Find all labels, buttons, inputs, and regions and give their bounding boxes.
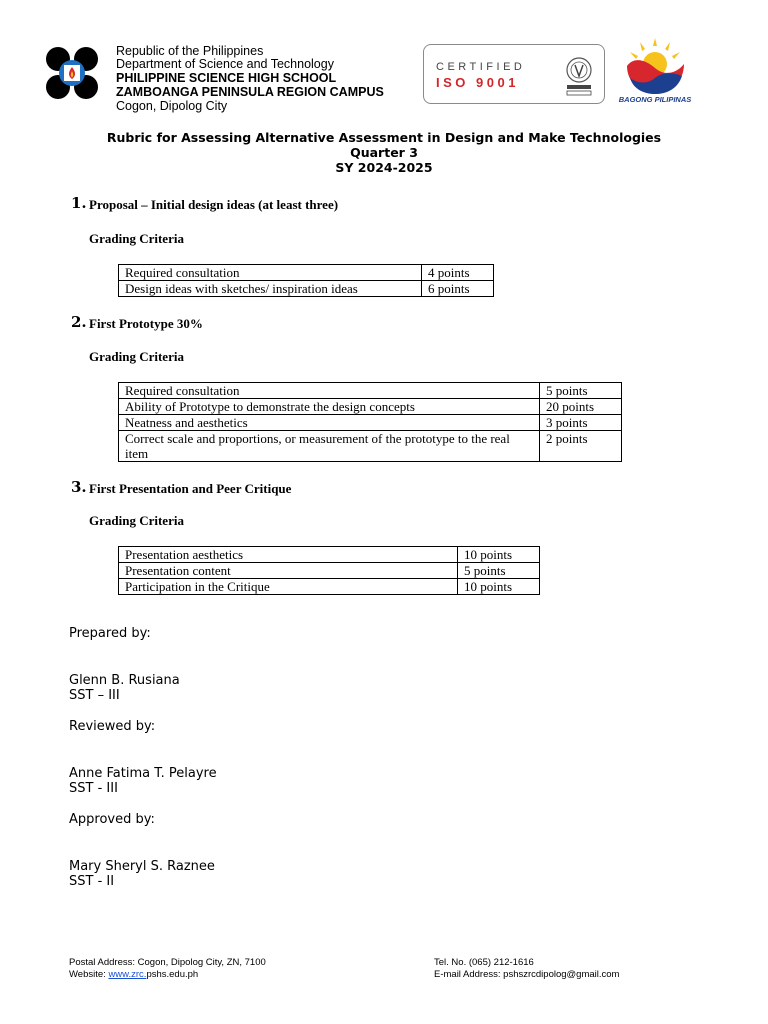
points-cell: 5 points bbox=[540, 383, 622, 399]
criterion-cell: Design ideas with sketches/ inspiration ideas bbox=[119, 281, 422, 297]
bagong-pilipinas-label: BAGONG PILIPINAS bbox=[618, 95, 692, 104]
bureau-veritas-emblem-icon bbox=[562, 55, 596, 97]
bagong-pilipinas-logo-icon bbox=[622, 38, 688, 96]
pshs-logo-icon bbox=[44, 45, 100, 101]
footer-website-domain: pshs.edu.ph bbox=[146, 969, 199, 980]
prepared-by-title: SST – III bbox=[69, 688, 120, 703]
points-cell: 2 points bbox=[540, 431, 622, 462]
section-2-title: First Prototype 30% bbox=[89, 316, 203, 331]
criterion-cell: Required consultation bbox=[119, 383, 540, 399]
section-2-criteria-heading: Grading Criteria bbox=[89, 349, 184, 364]
points-cell: 4 points bbox=[422, 265, 494, 281]
section-2-criteria-table bbox=[118, 382, 622, 462]
iso-certified-label: CERTIFIED bbox=[436, 61, 526, 73]
points-cell: 20 points bbox=[540, 399, 622, 415]
footer-website-label: Website: bbox=[69, 969, 109, 980]
approved-by-name: Mary Sheryl S. Raznee bbox=[69, 859, 215, 874]
table-row bbox=[119, 563, 540, 579]
table-row bbox=[119, 383, 622, 399]
approved-by-title: SST - II bbox=[69, 874, 115, 889]
table-row bbox=[119, 579, 540, 595]
section-1-number: 1. bbox=[71, 194, 87, 212]
section-3-criteria-heading: Grading Criteria bbox=[89, 513, 184, 528]
points-cell: 3 points bbox=[540, 415, 622, 431]
footer-website bbox=[69, 969, 198, 981]
header-department: Department of Science and Technology bbox=[116, 57, 334, 71]
footer-email: E-mail Address: pshszrcdipolog@gmail.com bbox=[434, 969, 620, 980]
points-cell: 5 points bbox=[458, 563, 540, 579]
iso-certificate-badge bbox=[423, 44, 605, 104]
footer-telephone: Tel. No. (065) 212-1616 bbox=[434, 957, 534, 968]
reviewed-by-title: SST - III bbox=[69, 781, 118, 796]
section-3-criteria-table bbox=[118, 546, 540, 595]
table-row bbox=[119, 547, 540, 563]
section-3-number: 3. bbox=[71, 478, 87, 496]
iso-number-label: ISO 9001 bbox=[436, 75, 519, 90]
section-3-title: First Presentation and Peer Critique bbox=[89, 481, 292, 496]
reviewed-by-label: Reviewed by: bbox=[69, 719, 156, 734]
points-cell: 10 points bbox=[458, 579, 540, 595]
document-quarter: Quarter 3 bbox=[350, 145, 418, 160]
reviewed-by-name: Anne Fatima T. Pelayre bbox=[69, 766, 217, 781]
table-row bbox=[119, 281, 494, 297]
prepared-by-name: Glenn B. Rusiana bbox=[69, 673, 180, 688]
header-school-name: PHILIPPINE SCIENCE HIGH SCHOOL bbox=[116, 71, 337, 85]
section-1-title: Proposal – Initial design ideas (at least three) bbox=[89, 197, 339, 212]
criterion-cell: Correct scale and proportions, or measurement of the prototype to the real item bbox=[119, 431, 540, 462]
prepared-by-label: Prepared by: bbox=[69, 626, 151, 641]
header-campus-name: ZAMBOANGA PENINSULA REGION CAMPUS bbox=[116, 85, 384, 99]
approved-by-label: Approved by: bbox=[69, 812, 155, 827]
header-republic: Republic of the Philippines bbox=[116, 44, 264, 58]
criterion-cell: Participation in the Critique bbox=[119, 579, 458, 595]
document-school-year: SY 2024-2025 bbox=[335, 160, 433, 175]
section-1-criteria-table bbox=[118, 264, 494, 297]
document-title: Rubric for Assessing Alternative Assessment in Design and Make Technologies bbox=[106, 130, 662, 145]
points-cell: 10 points bbox=[458, 547, 540, 563]
table-row bbox=[119, 399, 622, 415]
footer-postal-address: Postal Address: Cogon, Dipolog City, ZN, 7100 bbox=[69, 957, 266, 968]
points-cell: 6 points bbox=[422, 281, 494, 297]
section-1-criteria-heading: Grading Criteria bbox=[89, 231, 184, 246]
table-row bbox=[119, 265, 494, 281]
criterion-cell: Presentation content bbox=[119, 563, 458, 579]
criterion-cell: Presentation aesthetics bbox=[119, 547, 458, 563]
criterion-cell: Ability of Prototype to demonstrate the design concepts bbox=[119, 399, 540, 415]
table-row bbox=[119, 431, 622, 462]
header-location: Cogon, Dipolog City bbox=[116, 99, 228, 113]
criterion-cell: Neatness and aesthetics bbox=[119, 415, 540, 431]
table-row bbox=[119, 415, 622, 431]
footer-website-link[interactable]: www.zrc. bbox=[108, 969, 147, 980]
section-2-number: 2. bbox=[71, 313, 87, 331]
criterion-cell: Required consultation bbox=[119, 265, 422, 281]
